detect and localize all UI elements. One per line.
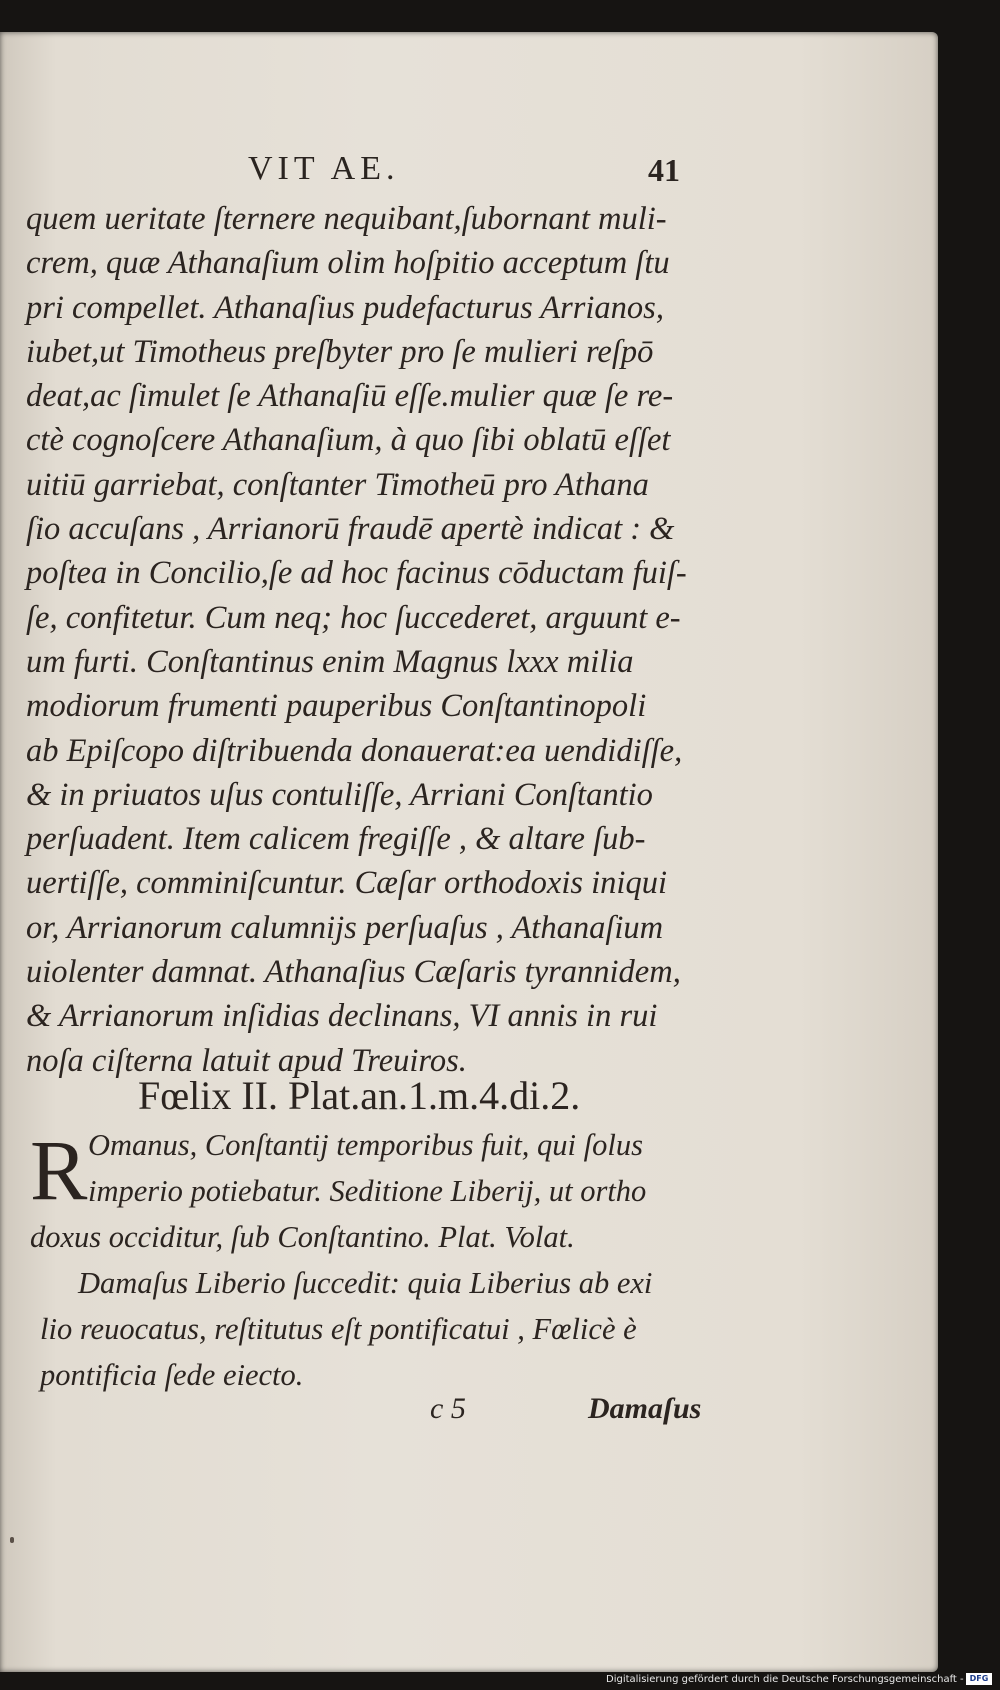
text-line: uitiū garriebat, conſtanter Timotheū pro Athana	[26, 466, 649, 503]
text-line: poſtea in Concilio,ſe ad hoc facinus cōductam fuiſ-	[26, 555, 687, 592]
text-line: ſe, confitetur. Cum neq; hoc ſuccederet, arguunt e-	[26, 599, 681, 636]
drop-cap: R	[30, 1122, 88, 1218]
signature-mark: c 5	[430, 1392, 466, 1425]
text-line: imperio potiebatur. Seditione Liberij, ut ortho	[88, 1174, 647, 1208]
text-line: ſio accuſans , Arrianorū fraudē apertè indicat : &	[26, 511, 675, 548]
text-line: perſuadent. Item calicem fregiſſe , & altare ſub-	[26, 821, 646, 858]
text-line: noſa ciſterna latuit apud Treuiros.	[26, 1042, 467, 1079]
text-line: & Arrianorum inſidias declinans, VI annis in rui	[26, 998, 658, 1035]
running-head: VIT AE.	[248, 150, 400, 187]
section-heading: Fœlix II. Plat.an.1.m.4.di.2.	[138, 1073, 581, 1118]
paragraph-3	[40, 1260, 730, 1398]
text-line: Omanus, Conſtantij temporibus fuit, qui ſolus	[88, 1128, 643, 1162]
text-line: pri compellet. Athanaſius pudefacturus Arrianos,	[26, 289, 664, 326]
text-line: doxus occiditur, ſub Conſtantino. Plat. Volat.	[30, 1220, 575, 1254]
text-line: Damaſus Liberio ſuccedit: quia Liberius ab exi	[78, 1266, 653, 1300]
text-line: ab Epiſcopo diſtribuenda donauerat:ea uendidiſſe,	[26, 732, 683, 769]
page-header	[0, 150, 938, 200]
text-line: um furti. Conſtantinus enim Magnus lxxx milia	[26, 643, 634, 680]
book-page	[0, 32, 938, 1672]
text-line: pontificia ſede eiecto.	[40, 1358, 304, 1392]
text-line: crem, quæ Athanaſium olim hoſpitio acceptum ſtu	[26, 245, 670, 282]
text-line: or, Arrianorum calumnijs perſuaſus , Athanaſium	[26, 909, 664, 946]
text-line: ctè cognoſcere Athanaſium, à quo ſibi oblatū eſſet	[26, 422, 671, 459]
paragraph-2	[30, 1122, 720, 1260]
page-number: 41	[648, 152, 680, 188]
catchword: Damaſus	[588, 1392, 702, 1425]
text-line: deat,ac ſimulet ſe Athanaſiū eſſe.mulier quæ ſe re-	[26, 378, 674, 415]
text-line: iubet,ut Timotheus preſbyter pro ſe mulieri reſpō	[26, 333, 654, 370]
text-line: & in priuatos uſus contuliſſe, Arriani Conſtantio	[26, 776, 653, 813]
text-line: lio reuocatus, reſtitutus eſt pontificatui , Fœlicè è	[40, 1312, 637, 1346]
text-line: uiolenter damnat. Athanaſius Cæſaris tyrannidem,	[26, 954, 681, 991]
text-line: modiorum frumenti pauperibus Conſtantinopoli	[26, 688, 647, 725]
digitization-credit: Digitalisierung gefördert durch die Deutsche Forschungsgemeinschaft -	[606, 1674, 964, 1685]
paragraph-1	[26, 197, 716, 1083]
text-line: quem ueritate ſternere nequibant,ſubornant muli-	[26, 201, 667, 237]
text-line: uertiſſe, comminiſcuntur. Cæſar orthodoxis iniqui	[26, 865, 667, 902]
ink-speck	[10, 1537, 14, 1543]
dfg-logo: DFG	[966, 1673, 992, 1685]
